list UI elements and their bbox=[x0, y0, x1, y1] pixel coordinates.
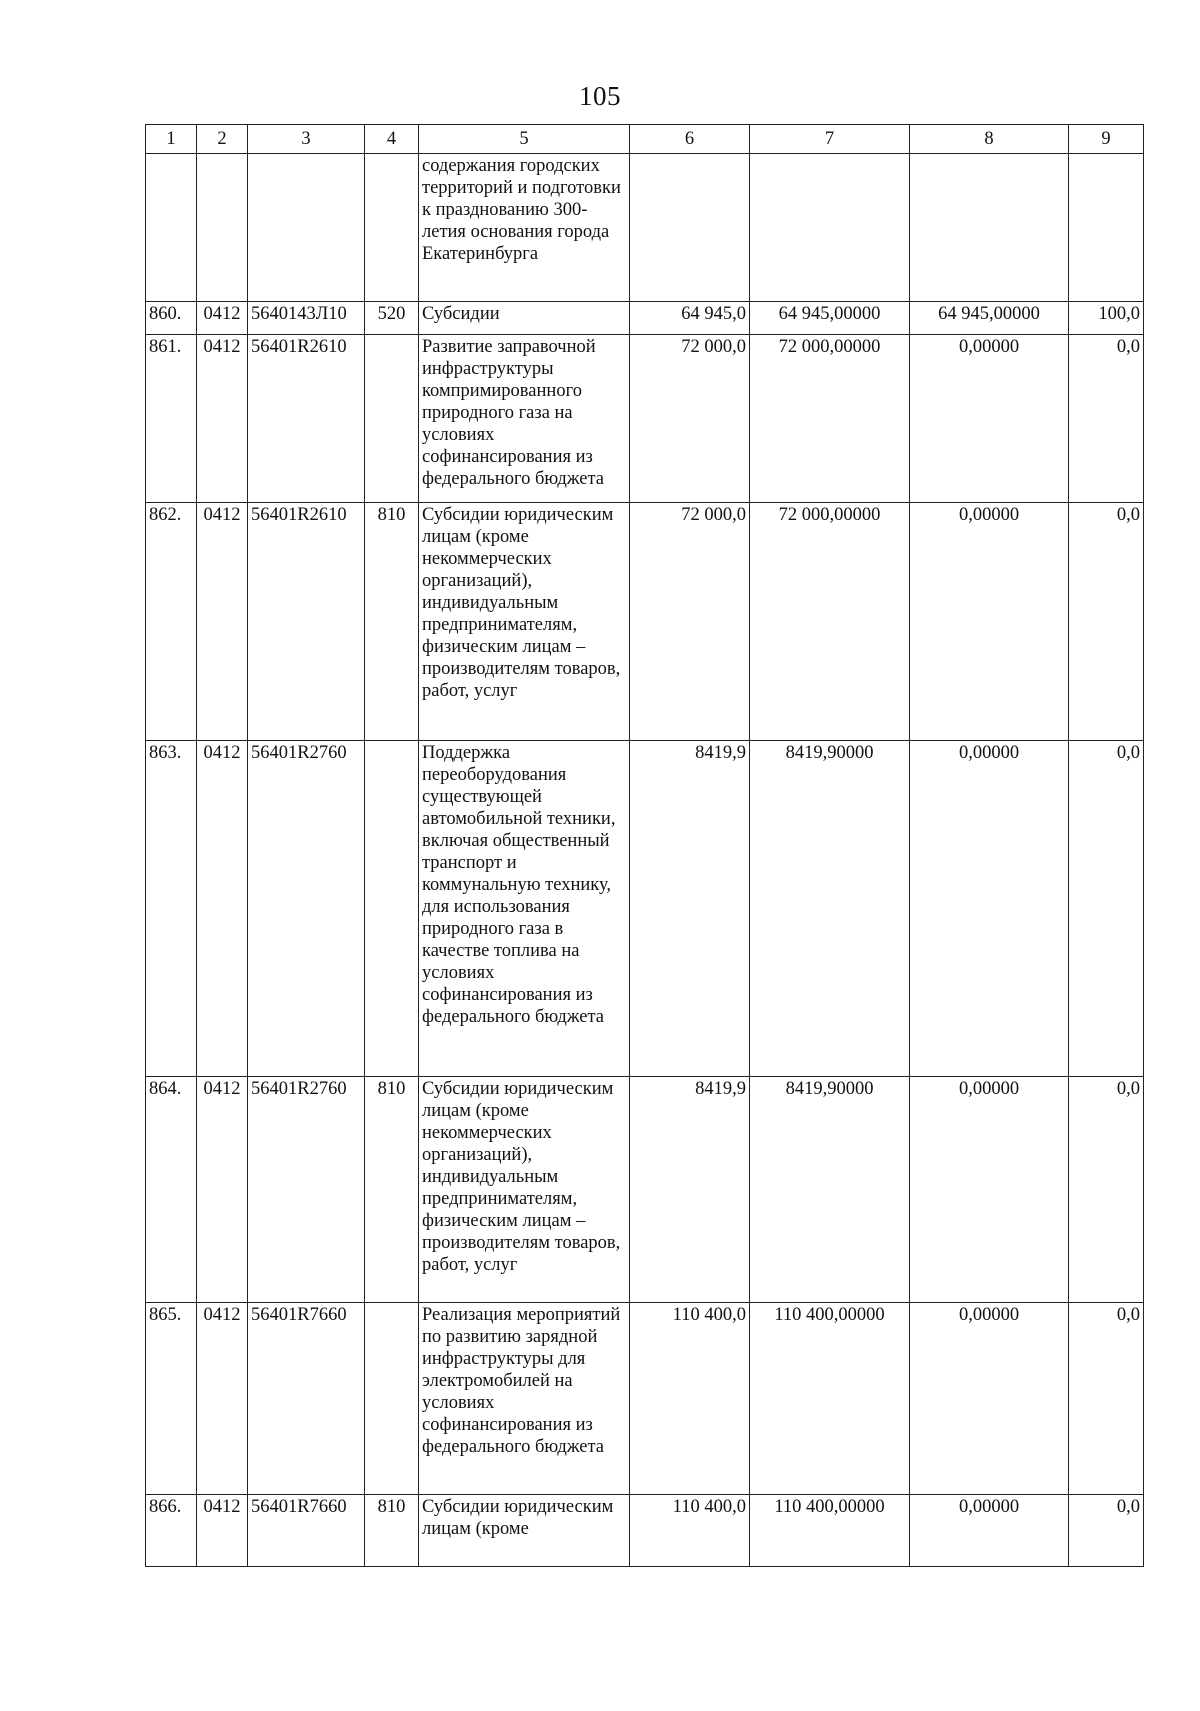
item-name-cell: содержания городских территорий и подготовки к празднованию 300-летия основания города Екатеринбурга bbox=[419, 154, 630, 302]
percent-col9-cell: 0,0 bbox=[1069, 335, 1144, 503]
expense-type-cell: 810 bbox=[365, 1077, 419, 1303]
percent-col9-cell: 0,0 bbox=[1069, 741, 1144, 1077]
percent-col9-cell: 0,0 bbox=[1069, 1077, 1144, 1303]
percent-col9-cell bbox=[1069, 154, 1144, 302]
section-code-cell bbox=[197, 154, 248, 302]
section-code-cell: 0412 bbox=[197, 741, 248, 1077]
table-row bbox=[146, 503, 1144, 741]
item-name-cell: Субсидии юридическим лицам (кроме некоммерческих организаций), индивидуальным предпринимателям, физическим лицам – производителям товаров, работ, услуг bbox=[419, 503, 630, 741]
row-number-cell: 866. bbox=[146, 1495, 197, 1567]
column-header-row bbox=[146, 125, 1144, 154]
amount-col8-cell: 0,00000 bbox=[910, 1077, 1069, 1303]
table-row bbox=[146, 1495, 1144, 1567]
column-header: 8 bbox=[910, 125, 1069, 154]
amount-col8-cell: 0,00000 bbox=[910, 1495, 1069, 1567]
target-code-cell: 56401R2760 bbox=[248, 1077, 365, 1303]
amount-col6-cell bbox=[630, 154, 750, 302]
target-code-cell: 56401R7660 bbox=[248, 1495, 365, 1567]
target-code-cell: 56401R2610 bbox=[248, 335, 365, 503]
amount-col7-cell: 72 000,00000 bbox=[750, 335, 910, 503]
column-header: 1 bbox=[146, 125, 197, 154]
amount-col7-cell: 110 400,00000 bbox=[750, 1495, 910, 1567]
amount-col6-cell: 64 945,0 bbox=[630, 302, 750, 335]
table-row bbox=[146, 335, 1144, 503]
percent-col9-cell: 0,0 bbox=[1069, 1303, 1144, 1495]
percent-col9-cell: 0,0 bbox=[1069, 503, 1144, 741]
amount-col8-cell: 0,00000 bbox=[910, 1303, 1069, 1495]
row-number-cell: 864. bbox=[146, 1077, 197, 1303]
column-header: 4 bbox=[365, 125, 419, 154]
section-code-cell: 0412 bbox=[197, 503, 248, 741]
item-name-cell: Субсидии bbox=[419, 302, 630, 335]
expense-type-cell bbox=[365, 741, 419, 1077]
item-name-cell: Развитие заправочной инфраструктуры компримированного природного газа на условиях софинансирования из федерального бюджета bbox=[419, 335, 630, 503]
percent-col9-cell: 0,0 bbox=[1069, 1495, 1144, 1567]
section-code-cell: 0412 bbox=[197, 1077, 248, 1303]
expense-type-cell bbox=[365, 335, 419, 503]
amount-col7-cell: 110 400,00000 bbox=[750, 1303, 910, 1495]
column-header: 2 bbox=[197, 125, 248, 154]
column-header: 3 bbox=[248, 125, 365, 154]
target-code-cell: 56401R2760 bbox=[248, 741, 365, 1077]
amount-col7-cell: 64 945,00000 bbox=[750, 302, 910, 335]
section-code-cell: 0412 bbox=[197, 1303, 248, 1495]
target-code-cell: 56401R7660 bbox=[248, 1303, 365, 1495]
table-row bbox=[146, 1077, 1144, 1303]
row-number-cell: 862. bbox=[146, 503, 197, 741]
expense-type-cell bbox=[365, 154, 419, 302]
row-number-cell: 863. bbox=[146, 741, 197, 1077]
section-code-cell: 0412 bbox=[197, 302, 248, 335]
expense-type-cell bbox=[365, 1303, 419, 1495]
column-header: 6 bbox=[630, 125, 750, 154]
item-name-cell: Поддержка переоборудования существующей автомобильной техники, включая общественный транспорт и коммунальную технику, для использования природного газа в качестве топлива на условиях софинансирования из федерального бюджета bbox=[419, 741, 630, 1077]
table-row bbox=[146, 1303, 1144, 1495]
item-name-cell: Реализация мероприятий по развитию зарядной инфраструктуры для электромобилей на условиях софинансирования из федерального бюджета bbox=[419, 1303, 630, 1495]
table-row bbox=[146, 154, 1144, 302]
amount-col8-cell: 64 945,00000 bbox=[910, 302, 1069, 335]
target-code-cell: 56401R2610 bbox=[248, 503, 365, 741]
page-number: 105 bbox=[579, 81, 621, 111]
amount-col8-cell: 0,00000 bbox=[910, 335, 1069, 503]
target-code-cell: 5640143Л10 bbox=[248, 302, 365, 335]
amount-col8-cell bbox=[910, 154, 1069, 302]
row-number-cell: 865. bbox=[146, 1303, 197, 1495]
amount-col7-cell bbox=[750, 154, 910, 302]
expense-type-cell: 810 bbox=[365, 1495, 419, 1567]
column-header: 7 bbox=[750, 125, 910, 154]
item-name-cell: Субсидии юридическим лицам (кроме некоммерческих организаций), индивидуальным предпринимателям, физическим лицам – производителям товаров, работ, услуг bbox=[419, 1077, 630, 1303]
item-name-cell: Субсидии юридическим лицам (кроме bbox=[419, 1495, 630, 1567]
target-code-cell bbox=[248, 154, 365, 302]
amount-col8-cell: 0,00000 bbox=[910, 503, 1069, 741]
amount-col6-cell: 110 400,0 bbox=[630, 1303, 750, 1495]
column-header: 5 bbox=[419, 125, 630, 154]
row-number-cell bbox=[146, 154, 197, 302]
expense-type-cell: 810 bbox=[365, 503, 419, 741]
amount-col6-cell: 110 400,0 bbox=[630, 1495, 750, 1567]
section-code-cell: 0412 bbox=[197, 335, 248, 503]
amount-col6-cell: 72 000,0 bbox=[630, 503, 750, 741]
amount-col7-cell: 8419,90000 bbox=[750, 741, 910, 1077]
table-row bbox=[146, 302, 1144, 335]
amount-col8-cell: 0,00000 bbox=[910, 741, 1069, 1077]
row-number-cell: 860. bbox=[146, 302, 197, 335]
budget-table bbox=[145, 124, 1144, 1567]
table-row bbox=[146, 741, 1144, 1077]
amount-col6-cell: 8419,9 bbox=[630, 741, 750, 1077]
amount-col7-cell: 72 000,00000 bbox=[750, 503, 910, 741]
column-header: 9 bbox=[1069, 125, 1144, 154]
row-number-cell: 861. bbox=[146, 335, 197, 503]
section-code-cell: 0412 bbox=[197, 1495, 248, 1567]
percent-col9-cell: 100,0 bbox=[1069, 302, 1144, 335]
expense-type-cell: 520 bbox=[365, 302, 419, 335]
amount-col6-cell: 8419,9 bbox=[630, 1077, 750, 1303]
amount-col7-cell: 8419,90000 bbox=[750, 1077, 910, 1303]
amount-col6-cell: 72 000,0 bbox=[630, 335, 750, 503]
